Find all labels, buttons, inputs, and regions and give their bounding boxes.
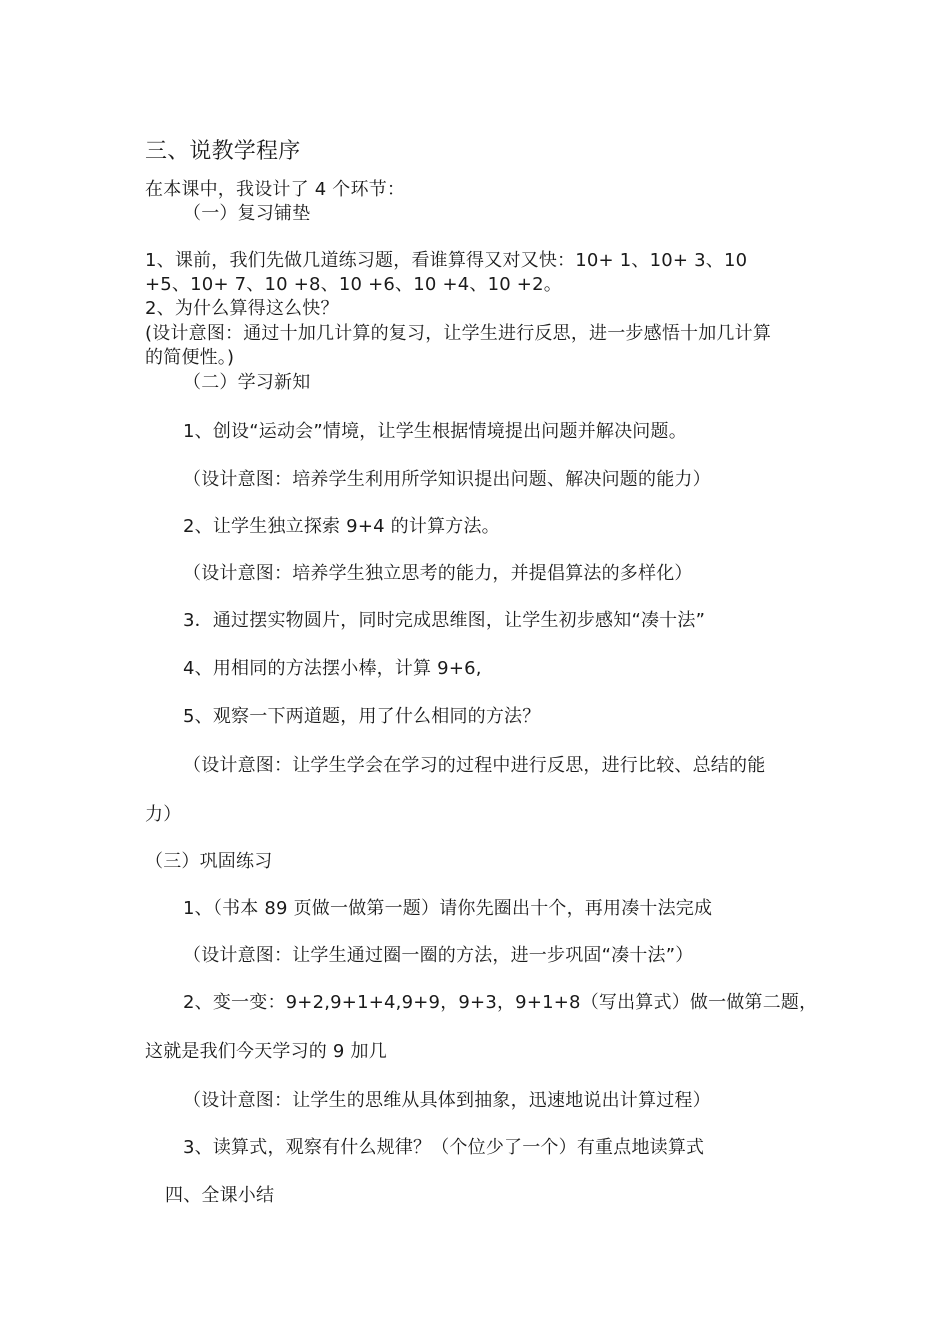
new-intent-3-line-2: 力） (145, 804, 182, 825)
new-item-4: 4、用相同的方法摆小棒，计算 9+6, (183, 658, 482, 679)
part-3-heading: （三）巩固练习 (145, 851, 273, 872)
part-1-heading: （一）复习铺垫 (183, 203, 311, 224)
review-item-1-line-2: +5、10+ 7、10 +8、10 +6、10 +4、10 +2。 (145, 274, 562, 295)
intro-text: 在本课中，我设计了 4 个环节： (145, 179, 406, 200)
new-intent-2: （设计意图：培养学生独立思考的能力，并提倡算法的多样化） (183, 563, 693, 584)
practice-item-2-line-1: 2、变一变：9+2,9+1+4,9+9，9+3，9+1+8（写出算式）做一做第二题， (183, 992, 818, 1013)
new-item-1: 1、创设“运动会”情境，让学生根据情境提出问题并解决问题。 (183, 421, 687, 442)
review-intent-line-2: 的简便性。) (145, 347, 235, 368)
new-item-2: 2、让学生独立探索 9+4 的计算方法。 (183, 516, 500, 537)
practice-intent-1: （设计意图：让学生通过圈一圈的方法，进一步巩固“凑十法”） (183, 945, 694, 966)
practice-item-1: 1、（书本 89 页做一做第一题）请你先圈出十个，再用凑十法完成 (183, 898, 713, 919)
new-intent-3-line-1: （设计意图：让学生学会在学习的过程中进行反思，进行比较、总结的能 (183, 755, 766, 776)
new-intent-1: （设计意图：培养学生利用所学知识提出问题、解决问题的能力） (183, 469, 711, 490)
part-2-heading: （二）学习新知 (183, 372, 311, 393)
new-item-5: 5、观察一下两道题，用了什么相同的方法？ (183, 706, 541, 727)
practice-intent-2: （设计意图：让学生的思维从具体到抽象，迅速地说出计算过程） (183, 1090, 711, 1111)
section-4-heading: 四、全课小结 (165, 1185, 275, 1206)
new-item-3: 3．通过摆实物圆片，同时完成思维图，让学生初步感知“凑十法” (183, 610, 706, 631)
review-intent-line-1: (设计意图：通过十加几计算的复习，让学生进行反思，进一步感悟十加几计算 (145, 323, 772, 344)
practice-item-2-line-2: 这就是我们今天学习的 9 加几 (145, 1041, 387, 1062)
review-item-2: 2、为什么算得这么快？ (145, 298, 339, 319)
practice-item-3: 3、读算式，观察有什么规律？（个位少了一个）有重点地读算式 (183, 1137, 705, 1158)
section-3-heading: 三、说教学程序 (145, 139, 301, 164)
review-item-1-line-1: 1、课前，我们先做几道练习题，看谁算得又对又快：10+ 1、10+ 3、10 (145, 250, 748, 271)
